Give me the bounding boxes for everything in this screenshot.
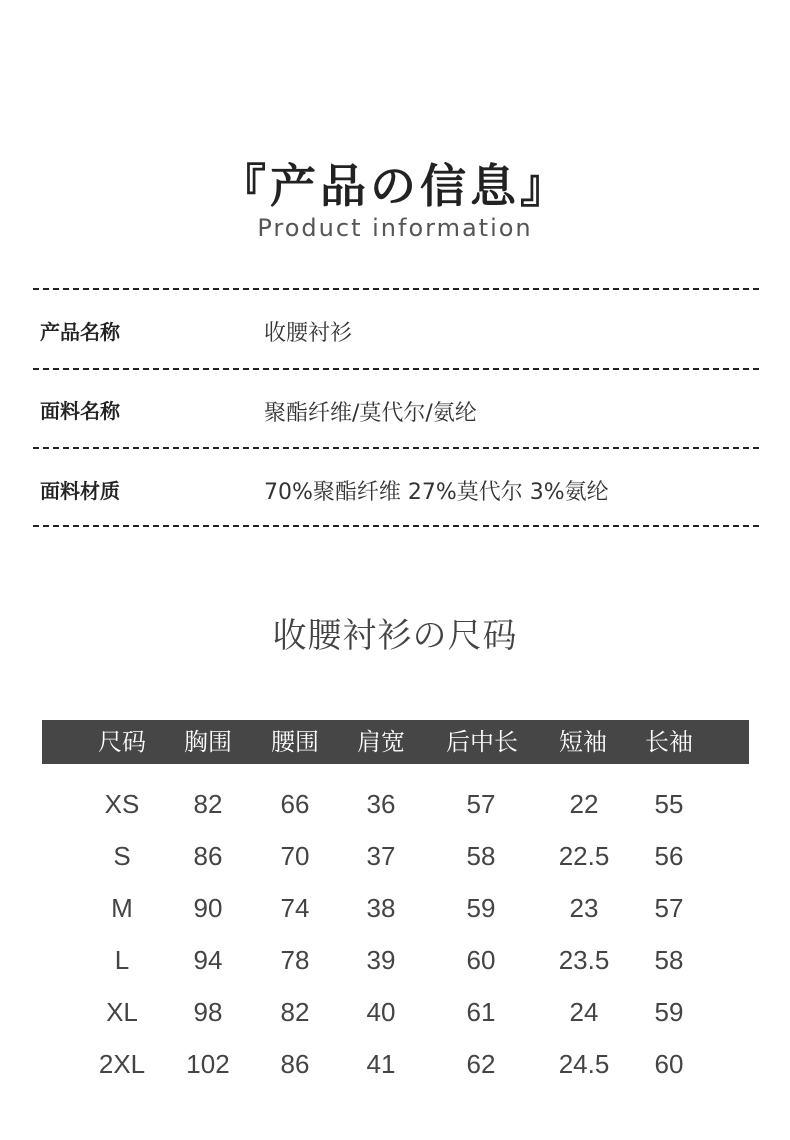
product-info-subtitle: Product information — [257, 214, 533, 242]
table-cell-back-length: 57 — [466, 789, 496, 819]
column-header-size: 尺码 — [98, 728, 146, 756]
table-cell-size: 2XL — [98, 1049, 146, 1079]
column-header-back-length: 后中长 — [446, 728, 518, 756]
table-cell-short-sleeve: 23 — [569, 893, 599, 923]
table-cell-chest: 98 — [193, 997, 223, 1027]
table-cell-waist: 82 — [280, 997, 310, 1027]
table-cell-size: S — [113, 841, 131, 871]
table-cell-waist: 70 — [280, 841, 310, 871]
table-cell-size: L — [114, 945, 130, 975]
table-cell-shoulder: 39 — [366, 945, 396, 975]
info-label-fabric-material: 面料材质 — [40, 479, 120, 503]
column-header-shoulder: 肩宽 — [357, 728, 405, 756]
table-cell-short-sleeve: 23.5 — [558, 945, 610, 975]
column-header-short-sleeve: 短袖 — [559, 728, 607, 756]
divider — [33, 368, 759, 370]
table-cell-long-sleeve: 55 — [654, 789, 684, 819]
table-cell-back-length: 62 — [466, 1049, 496, 1079]
table-cell-back-length: 61 — [466, 997, 496, 1027]
divider — [33, 525, 759, 527]
table-cell-chest: 86 — [193, 841, 223, 871]
column-header-chest: 胸围 — [184, 728, 232, 756]
table-cell-back-length: 60 — [466, 945, 496, 975]
table-cell-back-length: 59 — [466, 893, 496, 923]
table-cell-short-sleeve: 24 — [569, 997, 599, 1027]
size-table-header — [42, 720, 749, 764]
table-cell-chest: 90 — [193, 893, 223, 923]
table-cell-long-sleeve: 60 — [654, 1049, 684, 1079]
table-cell-size: M — [111, 893, 133, 923]
table-cell-chest: 102 — [186, 1049, 230, 1079]
table-cell-chest: 94 — [193, 945, 223, 975]
column-header-waist: 腰围 — [271, 728, 319, 756]
divider — [33, 447, 759, 449]
table-cell-waist: 74 — [280, 893, 310, 923]
table-cell-size: XL — [106, 997, 138, 1027]
table-cell-waist: 78 — [280, 945, 310, 975]
table-cell-shoulder: 37 — [366, 841, 396, 871]
table-cell-long-sleeve: 56 — [654, 841, 684, 871]
info-value-fabric-material: 70%聚酯纤维 27%莫代尔 3%氨纶 — [264, 480, 609, 505]
divider — [33, 288, 759, 290]
table-cell-long-sleeve: 57 — [654, 893, 684, 923]
table-cell-waist: 66 — [280, 789, 310, 819]
table-cell-back-length: 58 — [466, 841, 496, 871]
table-cell-short-sleeve: 24.5 — [558, 1049, 610, 1079]
table-cell-chest: 82 — [193, 789, 223, 819]
table-cell-shoulder: 41 — [366, 1049, 396, 1079]
table-cell-shoulder: 40 — [366, 997, 396, 1027]
size-section-heading: 收腰衬衫の尺码 — [272, 616, 518, 656]
column-header-long-sleeve: 长袖 — [645, 728, 693, 756]
table-cell-shoulder: 36 — [366, 789, 396, 819]
table-cell-size: XS — [104, 789, 140, 819]
table-cell-long-sleeve: 59 — [654, 997, 684, 1027]
info-value-fabric-name: 聚酯纤维/莫代尔/氨纶 — [264, 401, 477, 426]
info-label-fabric-name: 面料名称 — [40, 399, 120, 423]
table-cell-waist: 86 — [280, 1049, 310, 1079]
table-cell-shoulder: 38 — [366, 893, 396, 923]
table-cell-long-sleeve: 58 — [654, 945, 684, 975]
table-cell-short-sleeve: 22 — [569, 789, 599, 819]
info-value-product-name: 收腰衬衫 — [264, 321, 353, 346]
info-label-product-name: 产品名称 — [40, 320, 120, 344]
table-cell-short-sleeve: 22.5 — [558, 841, 610, 871]
product-info-title: 『产品の信息』 — [220, 159, 570, 213]
